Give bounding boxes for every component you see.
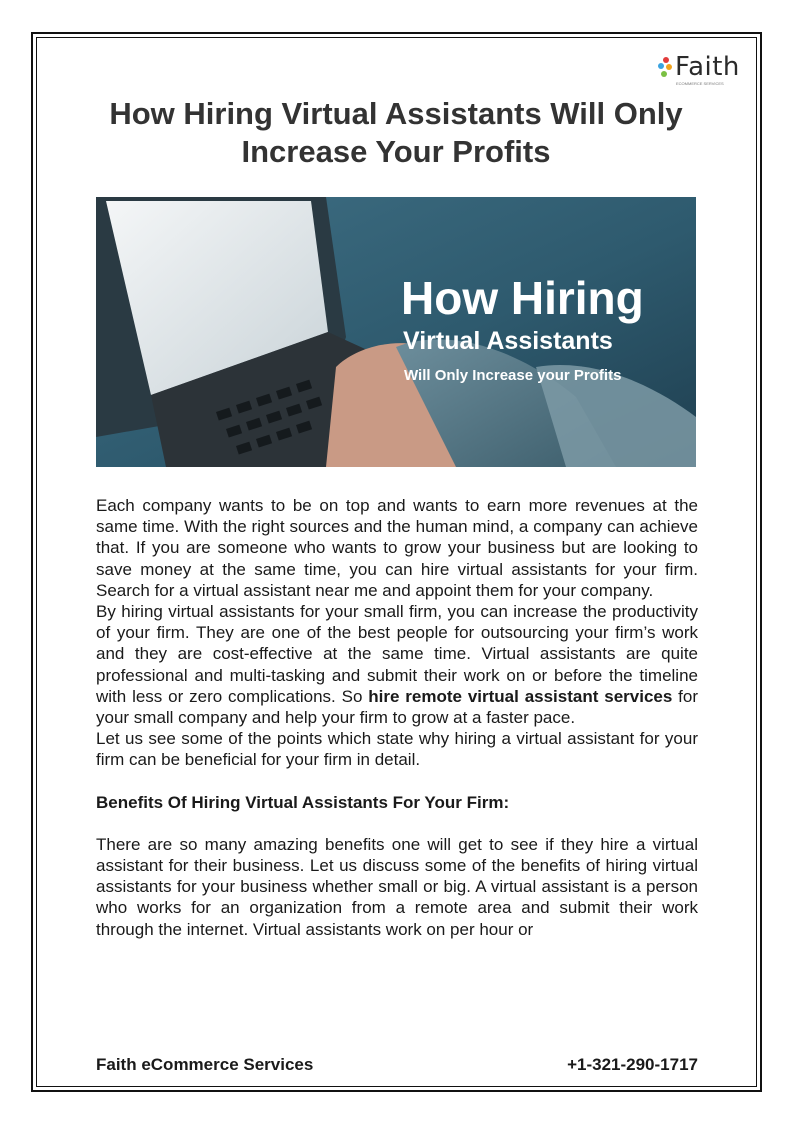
- article-body: [96, 495, 698, 940]
- logo-tagline: ECOMMERCE SERVICES: [676, 81, 724, 86]
- page-title: How Hiring Virtual Assistants Will Only Increase Your Profits: [109, 96, 683, 169]
- paragraph-text: for your small company and help your firm to grow at a faster pace.: [96, 686, 699, 728]
- logo-text: Faith: [675, 52, 740, 82]
- section-heading: Benefits Of Hiring Virtual Assistants For Your Firm:: [96, 792, 510, 812]
- footer-phone: +1-321-290-1717: [567, 1055, 698, 1074]
- logo-dots-icon: [657, 56, 673, 80]
- footer-company: Faith eCommerce Services: [96, 1055, 314, 1074]
- bold-phrase: hire remote virtual assistant services: [368, 686, 673, 706]
- hero-title-text: How Hiring: [401, 272, 644, 324]
- hero-tagline-text: Will Only Increase your Profits: [404, 367, 622, 384]
- paragraph-benefits: There are so many amazing benefits one will get to see if they hire a virtual assistant for their business. Let us discuss some of the benefits of hiring virtual assistants for your business whether small or big. A virtual assistant is a person who works for an organization from a remote area and submit their work through the internet. Virtual assistants work on per hour or: [96, 834, 698, 939]
- paragraph-text: By hiring virtual assistants for your small firm, you can increase the productivity of your firm. They are one of the best people for outsourcing your firm’s work and they are cost-effective at the same time. Virtual assistants are quite professional and multi-tasking and submit their work on or before the timeline with less or zero complications. So: [96, 602, 698, 706]
- hero-subtitle-text: Virtual Assistants: [403, 327, 613, 355]
- paragraph-productivity: [96, 601, 698, 728]
- paragraph-points: Let us see some of the points which state why hiring a virtual assistant for your firm can be beneficial for your firm in detail.: [96, 729, 698, 770]
- paragraph-intro: Each company wants to be on top and wants to earn more revenues at the same time. With the right sources and the human mind, a company can achieve that. If you are someone who wants to grow your business but are looking to save money at the same time, you can hire virtual assistants for your firm. Search for a virtual assistant near me and appoint them for your company.: [96, 496, 698, 600]
- hero-image: [96, 197, 696, 467]
- faith-logo: [657, 52, 740, 86]
